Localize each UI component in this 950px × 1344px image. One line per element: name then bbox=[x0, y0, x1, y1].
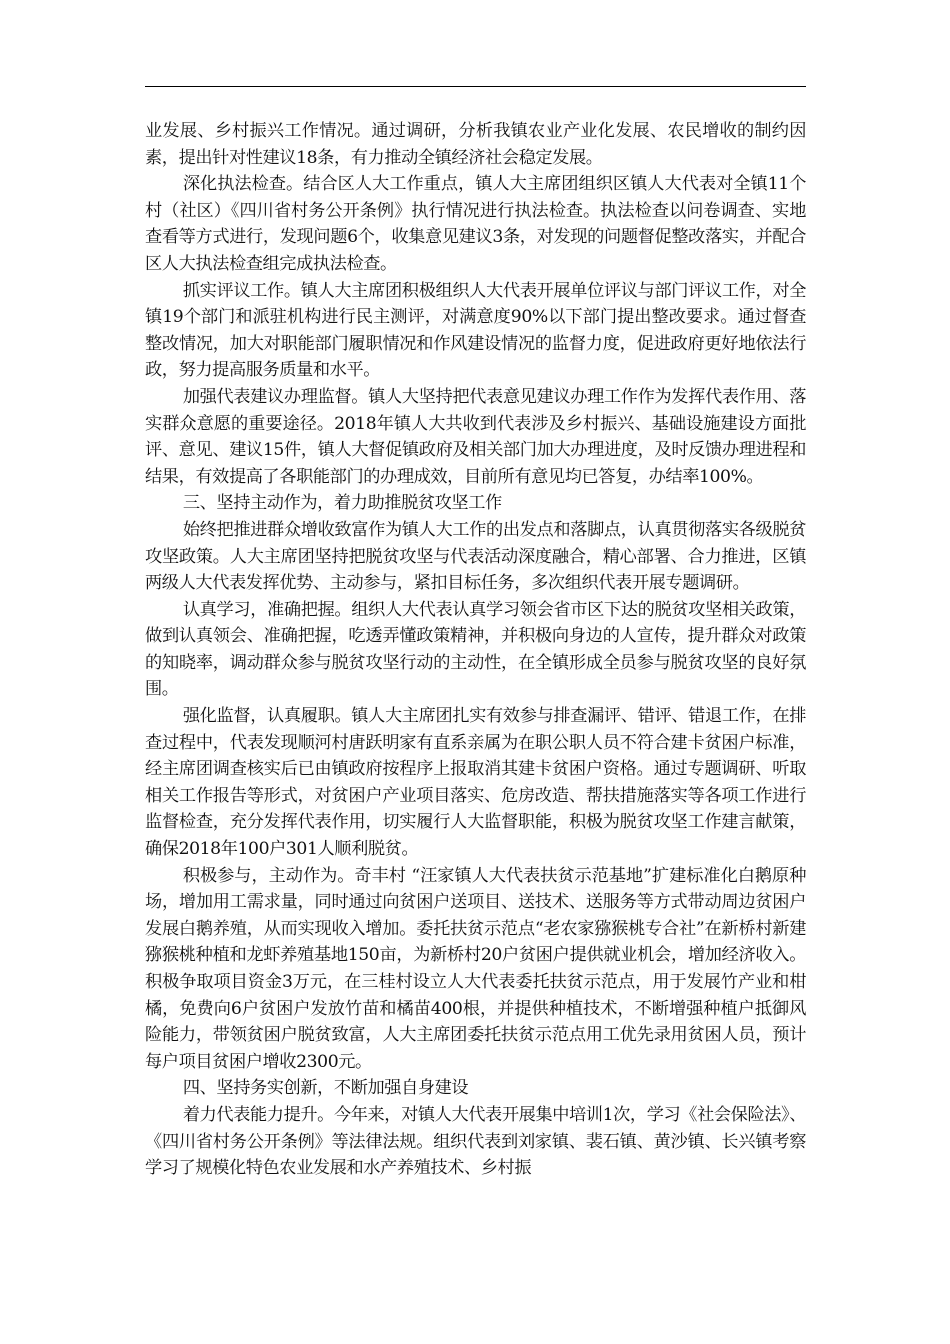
header-rule bbox=[145, 86, 806, 87]
paragraph-suggestion-supervision: 加强代表建议办理监督。镇人大坚持把代表意见建议办理工作作为发挥代表作用、落实群众意愿的重要途径。2018年镇人大共收到代表涉及乡村振兴、基础设施建设方面批评、意见、建议15件，镇人大督促镇政府及相关部门加大办理进度，及时反馈办理进程和结果，有效提高了各职能部门的办理成效，目前所有意见均已答复，办结率100%。 bbox=[145, 386, 806, 487]
paragraph-capacity: 着力代表能力提升。今年来，对镇人大代表开展集中培训1次，学习《社会保险法》、《四川省村务公开条例》等法律法规。组织代表到刘家镇、裴石镇、黄沙镇、长兴镇考察学习了规模化特色农业发展和水产养殖技术、乡村振 bbox=[145, 1104, 806, 1179]
paragraph-poverty-intro: 始终把推进群众增收致富作为镇人大工作的出发点和落脚点，认真贯彻落实各级脱贫攻坚政策。人大主席团坚持把脱贫攻坚与代表活动深度融合，精心部署、合力推进，区镇两级人大代表发挥优势、主动参与，紧扣目标任务，多次组织代表开展专题调研。 bbox=[145, 519, 806, 594]
paragraph-1: 业发展、乡村振兴工作情况。通过调研，分析我镇农业产业化发展、农民增收的制约因素，提出针对性建议18条，有力推动全镇经济社会稳定发展。 bbox=[145, 121, 806, 168]
paragraph-law-enforcement: 深化执法检查。结合区人大工作重点，镇人大主席团组织区镇人大代表对全镇11个村（社区）《四川省村务公开条例》执行情况进行执法检查。执法检查以问卷调查、实地查看等方式进行，发现问题6个，收集意见建议3条，对发现的问题督促整改落实，并配合区人大执法检查组完成执法检查。 bbox=[145, 174, 806, 274]
paragraph-study: 认真学习，准确把握。组织人大代表认真学习领会省市区下达的脱贫攻坚相关政策，做到认真领会、准确把握，吃透弄懂政策精神，并积极向身边的人宣传，提升群众对政策的知晓率，调动群众参与脱贫攻坚行动的主动性，在全镇形成全员参与脱贫攻坚的良好氛围。 bbox=[145, 599, 806, 700]
paragraph-participation: 积极参与，主动作为。奇丰村 “汪家镇人大代表扶贫示范基地”扩建标准化白鹅原种场，增加用工需求量，同时通过向贫困户送项目、送技术、送服务等方式带动周边贫困户发展白鹅养殖，从而实现收入增加。委托扶贫示范点“老农家猕猴桃专合社”在新桥村新建猕猴桃种植和龙虾养殖基地150亩，为新桥村20户贫困户提供就业机会，增加经济收入。积极争取项目资金3万元，在三桂村设立人大代表委托扶贫示范点，用于发展竹产业和柑橘，免费向6户贫困户发放竹苗和橘苗400根，并提供种植技术，不断增强种植户抵御风险能力，带领贫困户脱贫致富，人大主席团委托扶贫示范点用工优先录用贫困人员，预计每户项目贫困户增收2300元。 bbox=[145, 865, 806, 1072]
document-body bbox=[145, 118, 806, 1182]
paragraph-evaluation: 抓实评议工作。镇人大主席团积极组织人大代表开展单位评议与部门评议工作，对全镇19个部门和派驻机构进行民主测评，对满意度90%以下部门提出整改要求。通过督查整改情况，加大对职能部门履职情况和作风建设情况的监督力度，促进政府更好地依法行政，努力提高服务质量和水平。 bbox=[145, 280, 806, 381]
section-heading-4: 四、坚持务实创新，不断加强自身建设 bbox=[182, 1078, 469, 1099]
paragraph-supervision: 强化监督，认真履职。镇人大主席团扎实有效参与排查漏评、错评、错退工作，在排查过程中，代表发现顺河村唐跃明家有直系亲属为在职公职人员不符合建卡贫困户标准，经主席团调查核实后已由镇政府按程序上报取消其建卡贫困户资格。通过专题调研、听取相关工作报告等形式，对贫困户产业项目落实、危房改造、帮扶措施落实等各项工作进行监督检查，充分发挥代表作用，切实履行人大监督职能，积极为脱贫攻坚工作建言献策，确保2018年100户301人顺利脱贫。 bbox=[145, 706, 806, 860]
section-heading-3: 三、坚持主动作为，着力助推脱贫攻坚工作 bbox=[182, 493, 502, 514]
